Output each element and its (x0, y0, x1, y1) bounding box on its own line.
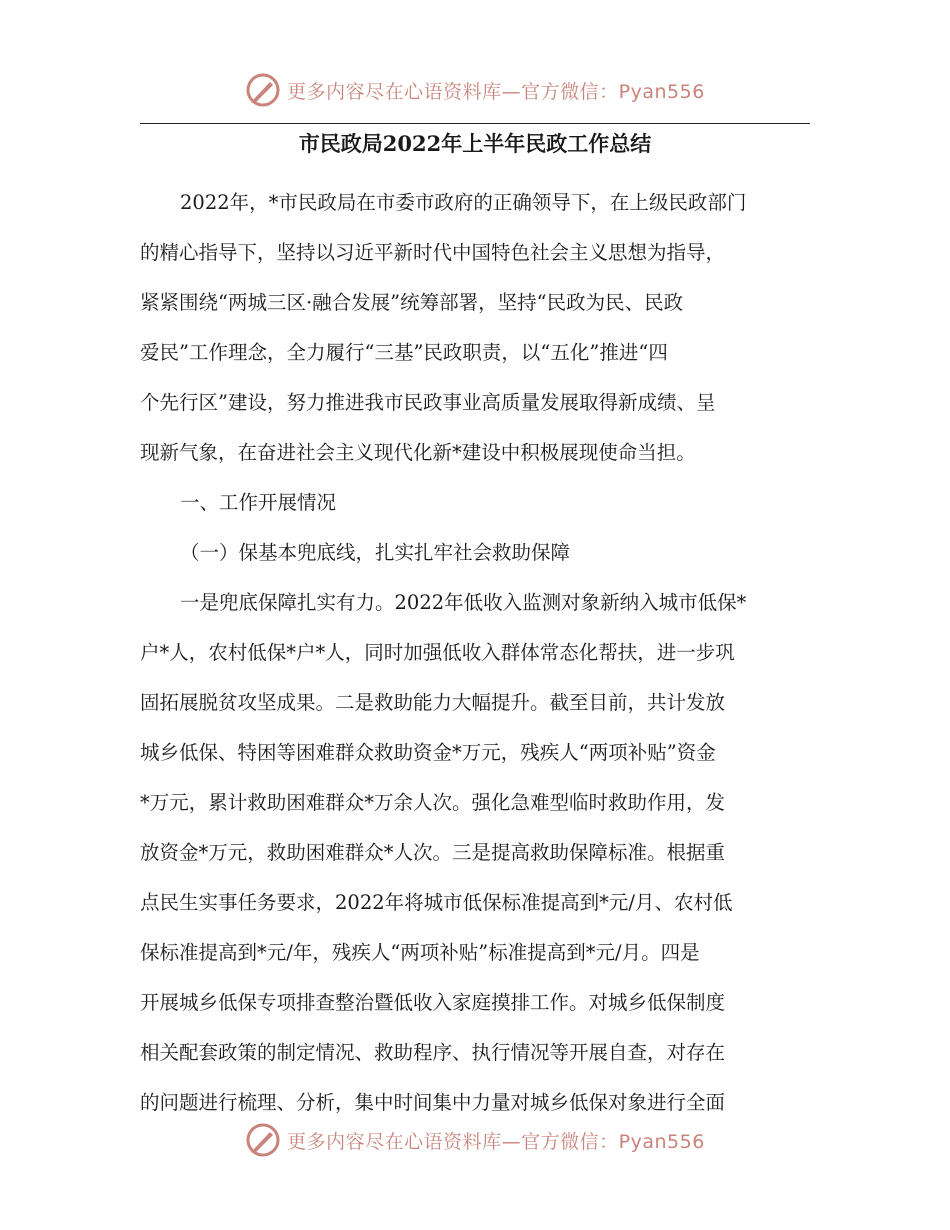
paragraph-line: 相关配套政策的制定情况、救助程序、执行情况等开展自查，对存在 (140, 1041, 726, 1064)
paragraph-line: 紧紧围绕“两城三区·融合发展”统筹部署，坚持“民政为民、民政 (140, 291, 684, 314)
paragraph-line: 放资金*万元，救助困难群众*人次。三是提高救助保障标准。根据重 (140, 841, 726, 864)
paragraph-line: 现新气象，在奋进社会主义现代化新*建设中积极展现使命当担。 (140, 441, 696, 464)
paragraph-line: 2022年，*市民政局在市委市政府的正确领导下，在上级民政部门 (180, 191, 747, 214)
paragraph-line: 户*人，农村低保*户*人，同时加强低收入群体常态化帮扶，进一步巩 (140, 641, 735, 664)
banner-text: 更多内容尽在心语资料库—官方微信：Pyan556 (287, 1130, 705, 1153)
footer-banner (0, 1120, 950, 1160)
paragraph-line: 点民生实事任务要求，2022年将城市低保标准提高到*元/月、农村低 (140, 891, 733, 914)
paragraph-line: 保标准提高到*元/年，残疾人“两项补贴”标准提高到*元/月。四是 (140, 941, 700, 964)
banner-text: 更多内容尽在心语资料库—官方微信：Pyan556 (287, 80, 705, 103)
pen-circle-icon (245, 72, 281, 108)
header-banner (0, 70, 950, 110)
document-title: 市民政局2022年上半年民政工作总结 (298, 131, 652, 156)
header-rule (140, 123, 810, 124)
section-heading: 一、工作开展情况 (180, 491, 337, 514)
paragraph-line: 爱民”工作理念，全力履行“三基”民政职责，以“五化”推进“四 (140, 341, 668, 364)
paragraph-line: 个先行区”建设，努力推进我市民政事业高质量发展取得新成绩、呈 (140, 391, 716, 414)
paragraph-line: 一是兜底保障扎实有力。2022年低收入监测对象新纳入城市低保* (180, 591, 747, 614)
document-body (140, 178, 812, 1128)
paragraph-line: 的问题进行梳理、分析，集中时间集中力量对城乡低保对象进行全面 (140, 1091, 726, 1114)
paragraph-line: 城乡低保、特困等困难群众救助资金*万元，残疾人“两项补贴”资金 (140, 741, 716, 764)
paragraph-line: 固拓展脱贫攻坚成果。二是救助能力大幅提升。截至目前，共计发放 (140, 691, 726, 714)
paragraph-line: *万元，累计救助困难群众*万余人次。强化急难型临时救助作用，发 (140, 791, 726, 814)
subsection-heading: （一）保基本兜底线，扎实扎牢社会救助保障 (180, 541, 571, 564)
paragraph-line: 的精心指导下，坚持以习近平新时代中国特色社会主义思想为指导， (140, 241, 726, 264)
paragraph-line: 开展城乡低保专项排查整治暨低收入家庭摸排工作。对城乡低保制度 (140, 991, 726, 1014)
pen-circle-icon (245, 1122, 281, 1158)
